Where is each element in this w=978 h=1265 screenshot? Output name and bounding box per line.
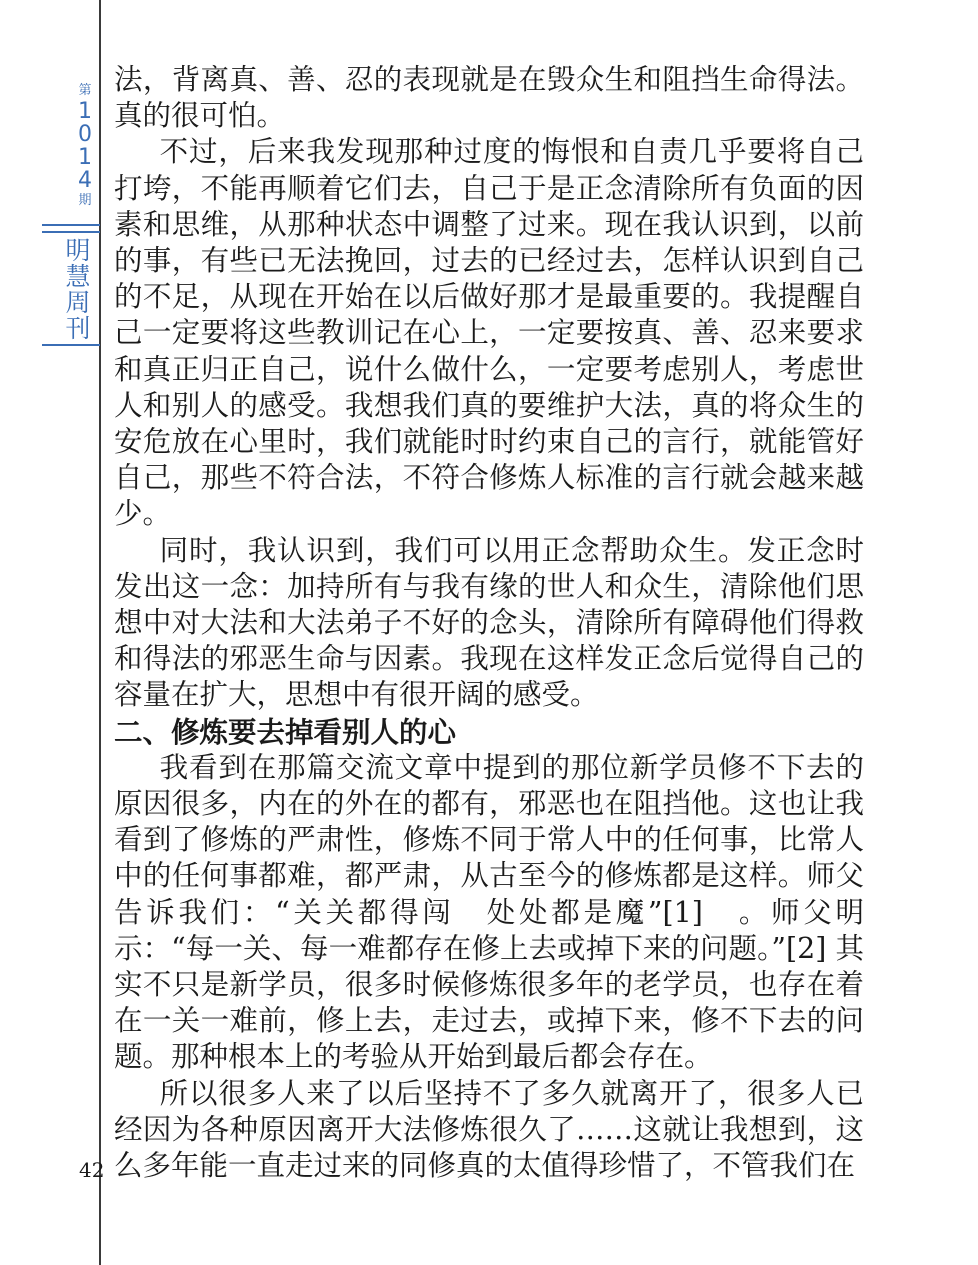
brand-char: 明 bbox=[65, 236, 91, 265]
issue-prefix: 第 bbox=[78, 83, 92, 98]
section-heading: 二、修炼要去掉看别人的心 bbox=[114, 714, 457, 749]
publication-name bbox=[64, 238, 92, 342]
paragraph: 同时，我认识到，我们可以用正念帮助众生。发正念时发出这一念：加持所有与我有缘的世人和众生，清除他们思想中对大法和大法弟子不好的念头，清除所有障碍他们得救和得法的邪恶生命与因素。我现在这样发正念后觉得自己的容量在扩大，思想中有很开阔的感受。 bbox=[114, 533, 864, 712]
sidebar-rule-top-2 bbox=[42, 231, 100, 233]
issue-suffix: 期 bbox=[78, 193, 92, 208]
paragraph: 我看到在那篇交流文章中提到的那位新学员修不下去的原因很多，内在的外在的都有，邪恶也在阻挡他。这也让我看到了修炼的严肃性，修炼不同于常人中的任何事，比常人中的任何事都难，都严肃，从古至今的修炼都是这样。师父告诉我们：“关关都得闯 处处都是魔”[1] 。师父明示：“每一关、每一难都存在修上去或掉下来的问题。”[2] 其实不只是新学员，很多时候修炼很多年的老学员，也存在着在一关一难前，修上去，走过去，或掉下来，修不下去的问题。那种根本上的考验从开始到最后都会存在。 bbox=[114, 750, 864, 1074]
issue-digit: 1 bbox=[78, 99, 92, 124]
sidebar-rule-bottom bbox=[42, 344, 100, 346]
article-body bbox=[114, 62, 864, 1184]
brand-char: 慧 bbox=[65, 262, 91, 291]
page-number: 42 bbox=[79, 1158, 105, 1182]
issue-digit: 1 bbox=[78, 145, 92, 170]
issue-digit: 0 bbox=[78, 122, 92, 147]
sidebar-rule-top bbox=[42, 224, 100, 226]
issue-digit: 4 bbox=[78, 168, 92, 193]
brand-char: 刊 bbox=[65, 314, 91, 343]
paragraph: 所以很多人来了以后坚持不了多久就离开了，很多人已经因为各种原因离开大法修炼很久了……这就让我想到，这么多年能一直走过来的同修真的太值得珍惜了，不管我们在 bbox=[114, 1076, 864, 1183]
paragraph: 不过，后来我发现那种过度的悔恨和自责几乎要将自己打垮，不能再顺着它们去，自己于是正念清除所有负面的因素和思维，从那种状态中调整了过来。现在我认识到，以前的事，有些已无法挽回，过去的已经过去，怎样认识到自己的不足，从现在开始在以后做好那才是最重要的。我提醒自己一定要将这些教训记在心上，一定要按真、善、忍来要求和真正归正自己，说什么做什么，一定要考虑别人，考虑世人和别人的感受。我想我们真的要维护大法，真的将众生的安危放在心里时，我们就能时时约束自己的言行，就能管好自己，那些不符合法，不符合修炼人标准的言行就会越来越少。 bbox=[114, 135, 864, 531]
brand-char: 周 bbox=[65, 288, 91, 317]
paragraph: 法，背离真、善、忍的表现就是在毁众生和阻挡生命得法。真的很可怕。 bbox=[114, 63, 864, 133]
